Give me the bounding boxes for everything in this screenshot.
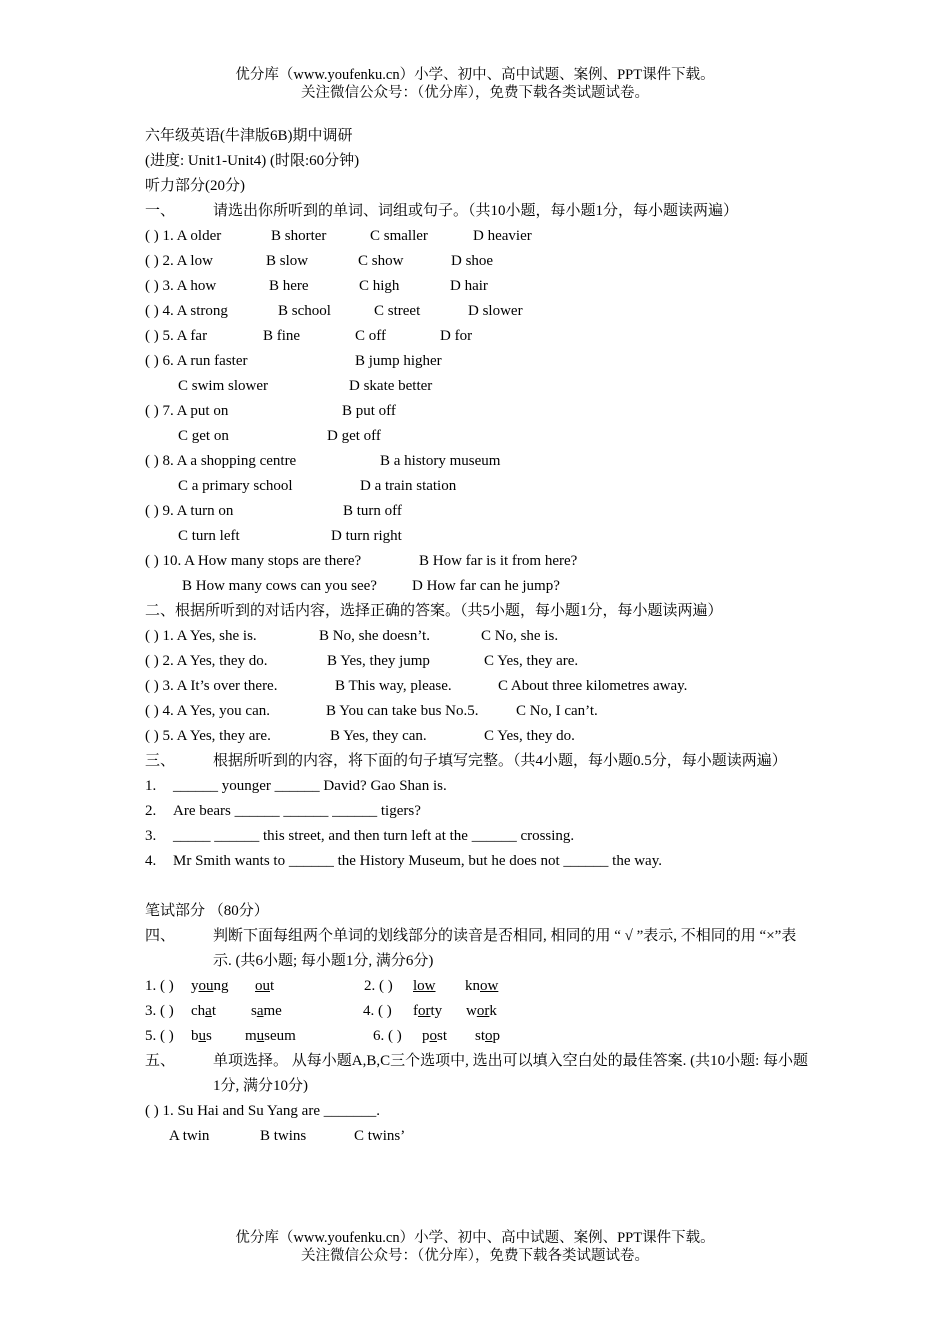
s1-q9-b: B turn off — [343, 503, 402, 519]
s4-q4-word-2: work — [466, 1003, 497, 1019]
s1-q8-b: B a history museum — [380, 453, 501, 469]
s1-question-9-cont — [145, 524, 810, 549]
s4-row-2 — [145, 999, 810, 1024]
s4-q4-word-1: forty — [413, 1003, 443, 1019]
s1-question-3 — [145, 274, 810, 299]
footer-line-1: 优分库（www.youfenku.cn）小学、初中、高中试题、案例、PPT课件下载。 — [235, 1230, 715, 1246]
s4-q1-number: 1. ( ) — [145, 978, 174, 994]
s1-q6-c: C swim slower — [178, 378, 268, 394]
s1-q1-c: C smaller — [370, 228, 428, 244]
section-4-instruction: 判断下面每组两个单词的划线部分的读音是否相同, 相同的用 “ √ ”表示, 不相同的用 “×”表示. (共6小题; 每小题1分, 满分6分) — [213, 928, 797, 969]
s3-q1-number: 1. — [145, 778, 157, 794]
s5-q1-b: B twins — [260, 1128, 307, 1144]
s4-q6-word-1: post — [422, 1028, 448, 1044]
s3-q4-text: Mr Smith wants to ______ the History Museum, but he does not ______ the way. — [173, 853, 662, 869]
s2-q2-b: B Yes, they jump — [327, 653, 430, 669]
section-4-heading — [145, 924, 810, 974]
s4-q1-word-2: out — [255, 978, 275, 994]
section-3-instruction: 根据所听到的内容，将下面的句子填写完整。（共4小题，每小题0.5分，每小题读两遍） — [213, 753, 787, 769]
section-5-instruction: 单项选择。 从每小题A,B,C三个选项中, 选出可以填入空白处的最佳答案. (共10小题: 每小题1分, 满分10分) — [213, 1053, 809, 1094]
s2-q3-a: ( ) 3. A It’s over there. — [145, 678, 278, 694]
s2-q2-a: ( ) 2. A Yes, they do. — [145, 653, 268, 669]
s2-q1-a: ( ) 1. A Yes, she is. — [145, 628, 257, 644]
s1-question-8 — [145, 449, 810, 474]
s1-q1-a: ( ) 1. A older — [145, 228, 222, 244]
s1-q4-d: D slower — [468, 303, 523, 319]
s3-q1-text: ______ younger ______ David? Gao Shan is. — [173, 778, 447, 794]
s4-q2-word-2: know — [465, 978, 499, 994]
s1-q1-d: D heavier — [473, 228, 532, 244]
s3-q2-text: Are bears ______ ______ ______ tigers? — [173, 803, 421, 819]
s2-q5-c: C Yes, they do. — [484, 728, 575, 744]
s4-q2-word-1: low — [413, 978, 436, 994]
s2-question-2 — [145, 649, 810, 674]
s1-q7-b: B put off — [342, 403, 396, 419]
s1-q8-a: ( ) 8. A a shopping centre — [145, 453, 297, 469]
s2-q3-b: B This way, please. — [335, 678, 452, 694]
s4-q3-number: 3. ( ) — [145, 1003, 174, 1019]
s1-q5-c: C off — [355, 328, 386, 344]
s3-question-3 — [145, 824, 810, 849]
s3-q4-number: 4. — [145, 853, 157, 869]
exam-subtitle: (进度: Unit1-Unit4) (时限:60分钟) — [145, 153, 360, 169]
s4-q5-number: 5. ( ) — [145, 1028, 174, 1044]
s1-q2-c: C show — [358, 253, 404, 269]
s4-q2-number: 2. ( ) — [364, 978, 393, 994]
s1-q9-d: D turn right — [331, 528, 402, 544]
s2-q1-c: C No, she is. — [481, 628, 559, 644]
s2-q5-a: ( ) 5. A Yes, they are. — [145, 728, 271, 744]
s1-question-7-cont — [145, 424, 810, 449]
section-1-heading — [145, 199, 810, 224]
exam-document — [145, 124, 810, 1149]
s4-q5-word-2: museum — [245, 1028, 296, 1044]
s4-q3-word-2: same — [251, 1003, 282, 1019]
s1-q10-c: B How many cows can you see? — [182, 578, 377, 594]
s3-question-4 — [145, 849, 810, 874]
s2-q2-c: C Yes, they are. — [484, 653, 579, 669]
s2-q4-c: C No, I can’t. — [516, 703, 598, 719]
section-3-number: 三、 — [145, 753, 176, 769]
s1-q9-a: ( ) 9. A turn on — [145, 503, 234, 519]
s1-q1-b: B shorter — [271, 228, 327, 244]
s3-q2-number: 2. — [145, 803, 157, 819]
s1-q5-a: ( ) 5. A far — [145, 328, 208, 344]
s1-q8-c: C a primary school — [178, 478, 293, 494]
s1-q10-a: ( ) 10. A How many stops are there? — [145, 553, 362, 569]
s4-row-3 — [145, 1024, 810, 1049]
s3-q3-number: 3. — [145, 828, 157, 844]
s1-q7-c: C get on — [178, 428, 229, 444]
s5-question-1-options — [145, 1124, 810, 1149]
header-line-2: 关注微信公众号：（优分库），免费下载各类试题试卷。 — [301, 85, 649, 101]
s1-q3-c: C high — [359, 278, 400, 294]
s4-q1-word-1: young — [191, 978, 229, 994]
s5-q1-c: C twins’ — [354, 1128, 406, 1144]
s1-q10-d: D How far can he jump? — [412, 578, 560, 594]
s1-q8-d: D a train station — [360, 478, 457, 494]
s1-question-6-cont — [145, 374, 810, 399]
s3-question-1 — [145, 774, 810, 799]
footer-line-2: 关注微信公众号：（优分库），免费下载各类试题试卷。 — [301, 1248, 649, 1264]
s1-question-7 — [145, 399, 810, 424]
section-4-number: 四、 — [145, 928, 176, 944]
section-2-instruction: 二、根据所听到的对话内容，选择正确的答案。（共5小题，每小题1分，每小题读两遍） — [145, 603, 723, 619]
s1-q3-b: B here — [269, 278, 309, 294]
s1-question-9 — [145, 499, 810, 524]
section-5-heading — [145, 1049, 810, 1099]
s2-question-1 — [145, 624, 810, 649]
s1-question-2 — [145, 249, 810, 274]
s1-q3-d: D hair — [450, 278, 488, 294]
s1-q2-a: ( ) 2. A low — [145, 253, 213, 269]
s3-q3-text: _____ ______ this street, and then turn left at the ______ crossing. — [173, 828, 575, 844]
s1-q3-a: ( ) 3. A how — [145, 278, 217, 294]
s2-question-5 — [145, 724, 810, 749]
s4-q4-number: 4. ( ) — [363, 1003, 392, 1019]
s2-question-4 — [145, 699, 810, 724]
s4-q3-word-1: chat — [191, 1003, 217, 1019]
s1-q7-a: ( ) 7. A put on — [145, 403, 229, 419]
s4-q5-word-1: bus — [191, 1028, 212, 1044]
s2-q1-b: B No, she doesn’t. — [319, 628, 430, 644]
s1-question-5 — [145, 324, 810, 349]
s4-q6-number: 6. ( ) — [373, 1028, 402, 1044]
spacer — [145, 874, 810, 899]
s1-q5-b: B fine — [263, 328, 301, 344]
s1-question-4 — [145, 299, 810, 324]
s1-question-6 — [145, 349, 810, 374]
s1-q9-c: C turn left — [178, 528, 240, 544]
s2-q4-b: B You can take bus No.5. — [326, 703, 479, 719]
s1-q10-b: B How far is it from here? — [419, 553, 578, 569]
s4-row-1 — [145, 974, 810, 999]
s2-question-3 — [145, 674, 810, 699]
s1-q2-d: D shoe — [451, 253, 494, 269]
s1-question-10 — [145, 549, 810, 574]
s1-q4-a: ( ) 4. A strong — [145, 303, 228, 319]
listening-label: 听力部分(20分) — [145, 178, 245, 194]
s1-question-8-cont — [145, 474, 810, 499]
s2-q3-c: C About three kilometres away. — [498, 678, 688, 694]
page-footer — [0, 1229, 950, 1265]
s1-q4-c: C street — [374, 303, 421, 319]
s1-q6-a: ( ) 6. A run faster — [145, 353, 248, 369]
page-header — [0, 66, 950, 102]
s2-q5-b: B Yes, they can. — [330, 728, 427, 744]
s1-question-1 — [145, 224, 810, 249]
s1-question-10-cont — [145, 574, 810, 599]
section-1-instruction: 请选出你所听到的单词、词组或句子。（共10小题，每小题1分，每小题读两遍） — [213, 203, 739, 219]
section-5-number: 五、 — [145, 1053, 176, 1069]
s1-q5-d: D for — [440, 328, 473, 344]
section-3-heading — [145, 749, 810, 774]
s3-question-2 — [145, 799, 810, 824]
s5-q1-a: A twin — [169, 1128, 210, 1144]
written-label: 笔试部分 （80分） — [145, 903, 269, 919]
s5-question-1: ( ) 1. Su Hai and Su Yang are _______. — [145, 1103, 380, 1119]
exam-title: 六年级英语(牛津版6B)期中调研 — [145, 128, 353, 144]
s1-q7-d: D get off — [327, 428, 381, 444]
s1-q2-b: B slow — [266, 253, 309, 269]
section-1-number: 一、 — [145, 203, 176, 219]
header-line-1: 优分库（www.youfenku.cn）小学、初中、高中试题、案例、PPT课件下载。 — [235, 67, 715, 83]
s1-q4-b: B school — [278, 303, 331, 319]
s2-q4-a: ( ) 4. A Yes, you can. — [145, 703, 271, 719]
s1-q6-d: D skate better — [349, 378, 433, 394]
s1-q6-b: B jump higher — [355, 353, 442, 369]
s4-q6-word-2: stop — [475, 1028, 501, 1044]
